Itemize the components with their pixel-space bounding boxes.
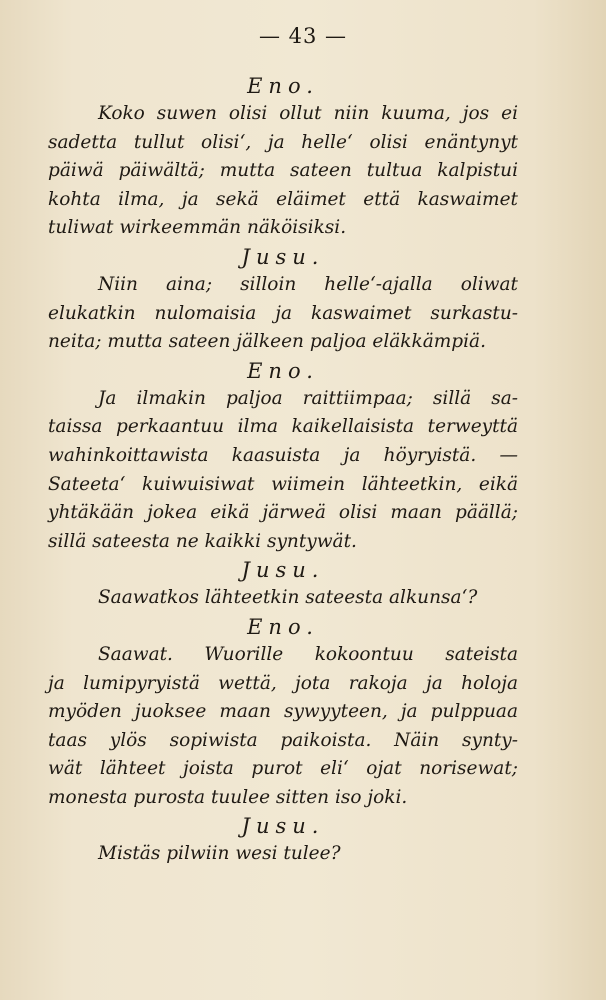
text-line: Saawat. Wuorille kokoontuu sateista	[98, 643, 518, 665]
text-line: Sateeta‘ kuiwuisiwat wiimein lähteetkin, eikä	[48, 473, 518, 495]
text-line: myöden juoksee maan sywyyteen, ja pulppuaa	[48, 701, 518, 723]
text-line: wät lähteet joista purot eli‘ ojat norisewat;	[48, 758, 518, 780]
text-line: päiwä päiwältä; mutta sateen tultua kalpistui	[48, 160, 518, 182]
paragraph	[48, 385, 518, 557]
text-line: sillä sateesta ne kaikki syntywät.	[48, 530, 357, 552]
text-line: Koko suwen olisi ollut niin kuuma, jos ei	[98, 103, 518, 124]
text-line: tuliwat wirkeemmän näköisiksi.	[48, 217, 347, 239]
speaker-heading: Jusu.	[241, 558, 325, 583]
speaker-heading: Eno.	[247, 358, 319, 383]
paragraph	[48, 840, 518, 869]
text-line: kohta ilma, ja sekä eläimet että kaswaimet	[48, 188, 518, 210]
speaker-heading: Eno.	[247, 74, 319, 98]
speaker-heading: Jusu.	[241, 814, 325, 839]
speaker-heading: Eno.	[247, 614, 319, 639]
text-line: monesta purosta tuulee sitten iso joki.	[48, 786, 408, 808]
page-number: — 43 —	[258, 24, 348, 48]
text-line: taas ylös sopiwista paikoista. Näin synty-	[48, 729, 518, 751]
text-line: ja lumipyryistä wettä, jota rakoja ja holoja	[48, 672, 518, 694]
text-line: Saawatkos lähteetkin sateesta alkunsa‘?	[98, 587, 478, 609]
text-line: yhtäkään jokea eikä järweä olisi maan päällä;	[48, 502, 518, 524]
text-line: taissa perkaantuu ilma kaikellaisista terweyttä	[48, 416, 518, 438]
text-line: neita; mutta sateen jälkeen paljoa eläkkämpiä.	[48, 331, 486, 353]
paragraph	[48, 271, 518, 357]
text-line: Niin aina; silloin helle‘-ajalla oliwat	[98, 273, 518, 295]
dialogue-text	[48, 72, 518, 869]
text-line: sadetta tullut olisi‘, ja helle‘ olisi enäntynyt	[48, 131, 518, 153]
text-line: elukatkin nulomaisia ja kaswaimet surkastu-	[48, 302, 518, 324]
text-line: Mistäs pilwiin wesi tulee?	[98, 843, 341, 865]
text-line: Ja ilmakin paljoa raittiimpaa; sillä sa-	[98, 387, 518, 409]
speaker-heading: Jusu.	[241, 244, 325, 269]
paragraph	[48, 584, 518, 613]
paragraph	[48, 641, 518, 813]
paragraph	[48, 100, 518, 243]
text-line: wahinkoittawista kaasuista ja höyryistä. —	[48, 444, 518, 466]
